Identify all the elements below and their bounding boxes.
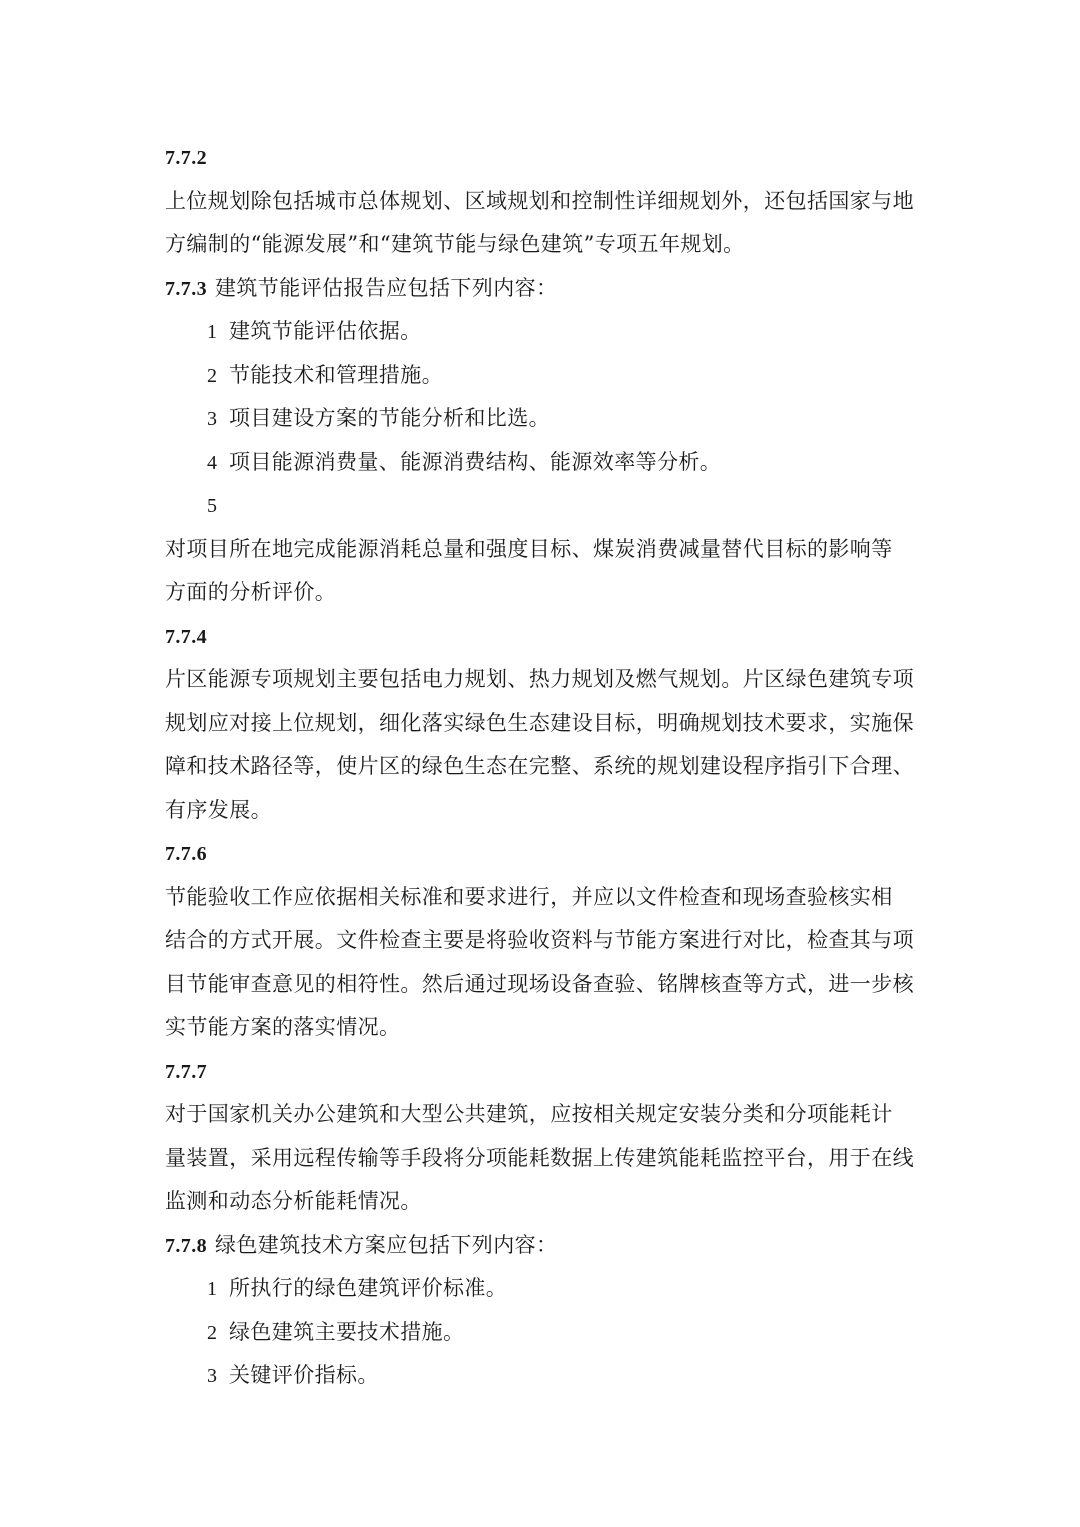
paragraph-line: 方面的分析评价。	[165, 580, 337, 604]
paragraph-line: 片区能源专项规划主要包括电力规划、热力规划及燃气规划。片区绿色建筑专项	[165, 667, 914, 691]
list-item: 5	[207, 495, 218, 517]
paragraph-line: 对项目所在地完成能源消耗总量和强度目标、煤炭消费减量替代目标的影响等	[165, 536, 893, 561]
section-number-7-7-7: 7.7.7	[165, 1060, 207, 1083]
paragraph-line: 节能验收工作应依据相关标准和要求进行，并应以文件检查和现场查验核实相	[165, 884, 893, 909]
paragraph-line: 结合的方式开展。文件检查主要是将验收资料与节能方案进行对比，检查其与项	[165, 928, 914, 952]
paragraph-line: 量装置，采用远程传输等手段将分项能耗数据上传建筑能耗监控平台，用于在线	[165, 1145, 914, 1170]
paragraph-line: 目节能审查意见的相符性。然后通过现场设备查验、铭牌核查等方式，进一步核	[165, 971, 914, 996]
document-page	[165, 136, 925, 1398]
paragraph-line: 方编制的“能源发展”和“建筑节能与绿色建筑”专项五年规划。	[165, 232, 745, 256]
paragraph-line: 有序发展。	[165, 797, 272, 822]
paragraph-line: 规划应对接上位规划，细化落实绿色生态建设目标，明确规划技术要求，实施保	[165, 710, 914, 735]
paragraph-line: 对于国家机关办公建筑和大型公共建筑，应按相关规定安装分类和分项能耗计	[165, 1102, 893, 1126]
list-item: 1 建筑节能评估依据。	[207, 319, 422, 343]
section-heading-7-7-8: 7.7.8 绿色建筑技术方案应包括下列内容：	[165, 1232, 558, 1257]
section-number-7-7-2: 7.7.2	[165, 147, 207, 169]
list-item: 2 绿色建筑主要技术措施。	[207, 1319, 465, 1344]
paragraph-line: 上位规划除包括城市总体规划、区域规划和控制性详细规划外，还包括国家与地	[165, 188, 914, 213]
paragraph-line: 障和技术路径等，使片区的绿色生态在完整、系统的规划建设程序指引下合理、	[165, 754, 914, 778]
list-item: 3 项目建设方案的节能分析和比选。	[207, 406, 550, 430]
section-number-7-7-6: 7.7.6	[165, 843, 207, 865]
list-item: 3 关键评价指标。	[207, 1363, 379, 1387]
section-heading-7-7-3: 7.7.3 建筑节能评估报告应包括下列内容：	[165, 275, 558, 300]
list-item: 1 所执行的绿色建筑评价标准。	[207, 1276, 508, 1300]
paragraph-line: 监测和动态分析能耗情况。	[165, 1189, 422, 1213]
section-number-7-7-4: 7.7.4	[165, 625, 207, 648]
paragraph-line: 实节能方案的落实情况。	[165, 1015, 401, 1039]
list-item: 2 节能技术和管理措施。	[207, 362, 443, 387]
list-item: 4 项目能源消费量、能源消费结构、能源效率等分析。	[207, 449, 722, 474]
